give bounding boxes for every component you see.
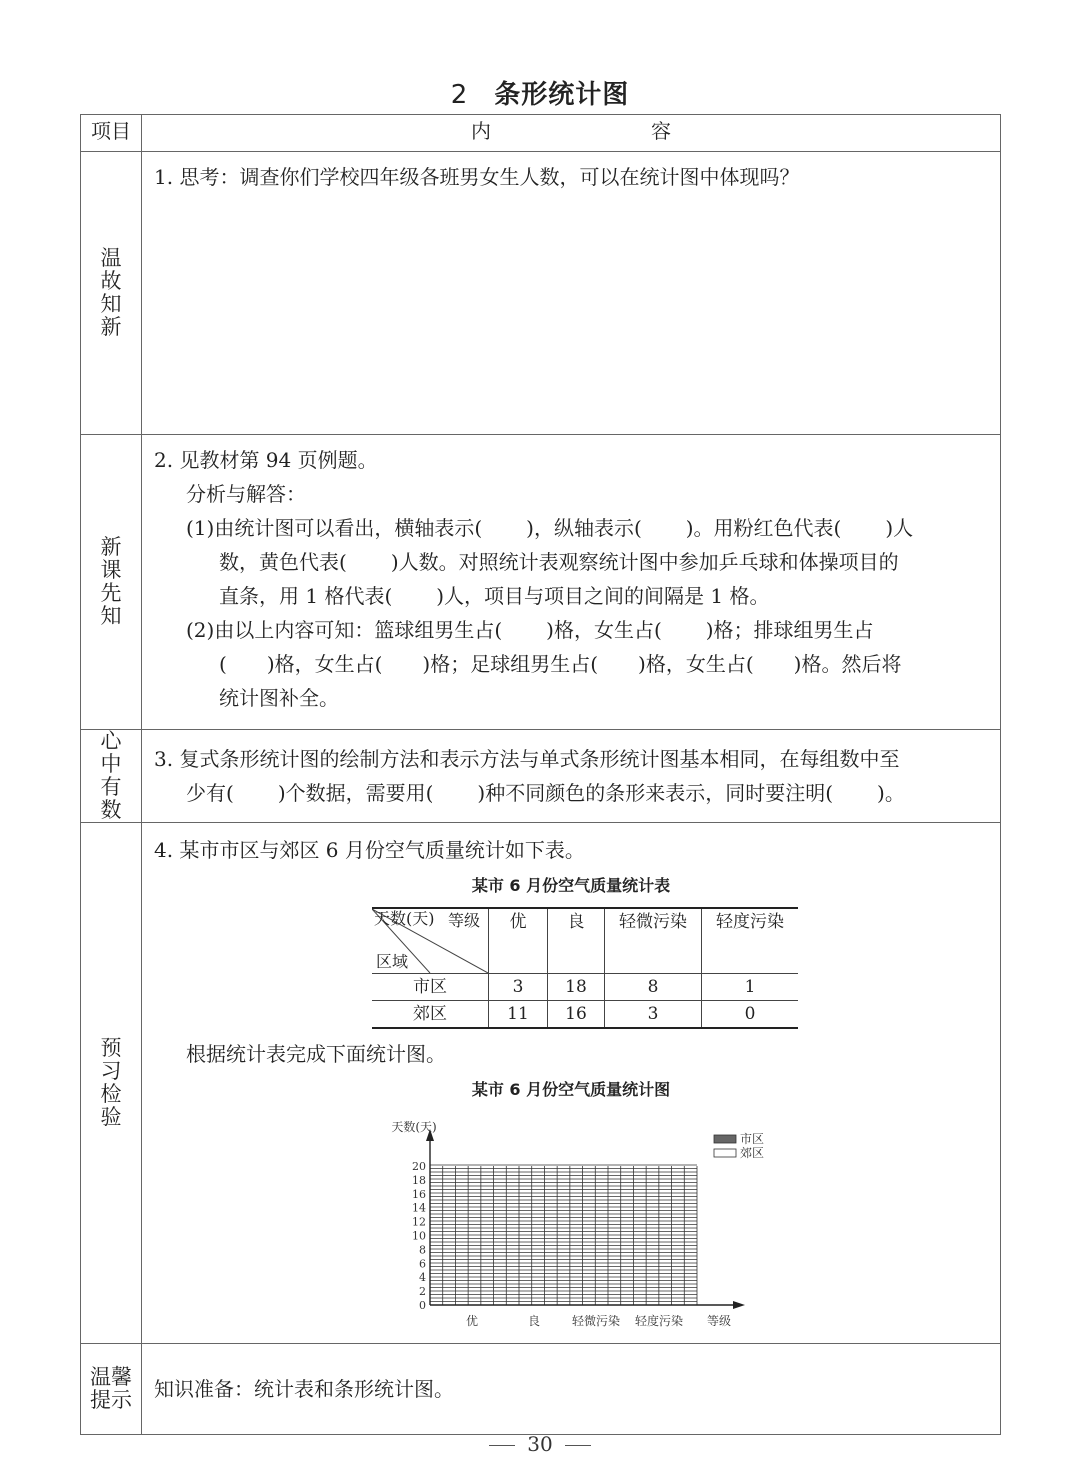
header-slight: 轻微污染 (605, 908, 702, 974)
mind-line2: 少有( )个数据，需要用( )种不同颜色的条形来表示，同时要注明( )。 (186, 781, 905, 805)
chart-title: 某市 6 月份空气质量统计图 (471, 1080, 671, 1099)
table-cell: 18 (548, 974, 605, 1001)
preview-p2: (2)由以上内容可知：篮球组男生占( )格，女生占( )格；排球组男生占 (186, 618, 874, 642)
item-header: 项目 (81, 115, 142, 152)
preview-line2: 分析与解答： (186, 482, 306, 506)
y-tick-label: 20 (412, 1160, 426, 1173)
preview-p1b: 数，黄色代表( )人数。对照统计表观察统计图中参加乒乓球和体操项目的 (219, 550, 899, 574)
row-area: 市区 (372, 974, 489, 1001)
preview-p2c: 统计图补全。 (219, 686, 339, 710)
air-table-title: 某市 6 月份空气质量统计表 (471, 876, 671, 895)
check-intro: 4. 某市市区与郊区 6 月份空气质量统计如下表。 (154, 838, 585, 862)
table-corner (372, 908, 489, 974)
mind-content (142, 730, 1001, 823)
tip-row (81, 1344, 1001, 1435)
table-cell: 0 (702, 1001, 799, 1029)
header-light: 轻度污染 (702, 908, 799, 974)
mind-row (81, 730, 1001, 823)
x-tick-label: 良 (527, 1314, 541, 1328)
mind-label: 心中有数 (81, 730, 142, 823)
x-tick-label: 轻微污染 (571, 1314, 621, 1328)
table-cell: 3 (605, 1001, 702, 1029)
table-cell: 16 (548, 1001, 605, 1029)
legend-swatch (714, 1135, 736, 1143)
y-axis-label: 天数(天) (391, 1120, 437, 1134)
y-tick-label: 18 (412, 1173, 426, 1187)
section-title: 条形统计图 (494, 80, 630, 110)
corner-days: 天数(天) (374, 909, 435, 928)
review-label: 温故知新 (81, 152, 142, 435)
check-row (81, 823, 1001, 1344)
air-quality-table (372, 907, 798, 1029)
review-content (142, 152, 1001, 435)
table-cell: 11 (489, 1001, 548, 1029)
legend-label: 市区 (740, 1132, 765, 1146)
preview-p1: (1)由统计图可以看出，横轴表示( )，纵轴表示( )。用粉红色代表( )人 (186, 516, 914, 540)
legend-label: 郊区 (740, 1146, 765, 1160)
y-tick-label: 0 (419, 1299, 426, 1312)
y-tick-label: 10 (412, 1229, 426, 1243)
review-row (81, 152, 1001, 435)
table-cell: 3 (489, 974, 548, 1001)
y-tick-label: 12 (412, 1215, 426, 1229)
preview-line1: 2. 见教材第 94 页例题。 (154, 448, 378, 472)
preview-content (142, 435, 1001, 730)
tip-label: 温馨提示 (81, 1344, 142, 1435)
header-excellent: 优 (489, 908, 548, 974)
x-axis-arrow (733, 1301, 745, 1309)
y-tick-label: 14 (412, 1201, 426, 1215)
header-good: 良 (548, 908, 605, 974)
study-sheet-table (80, 114, 1001, 1435)
y-tick-label: 2 (419, 1285, 426, 1299)
table-row (372, 1001, 798, 1029)
y-tick-label: 16 (412, 1187, 426, 1201)
check-label: 预习检验 (81, 823, 142, 1344)
preview-label: 新课先知 (81, 435, 142, 730)
y-tick-label: 6 (419, 1257, 426, 1271)
y-tick-label: 4 (419, 1271, 426, 1285)
table-cell: 1 (702, 974, 799, 1001)
check-instruction: 根据统计表完成下面统计图。 (186, 1042, 446, 1066)
page-title (0, 74, 1080, 111)
review-question: 1. 思考：调查你们学校四年级各班男女生人数，可以在统计图中体现吗？ (154, 165, 800, 189)
y-tick-label: 8 (419, 1243, 426, 1257)
corner-area: 区域 (376, 952, 409, 971)
table-row (372, 974, 798, 1001)
content-header: 内 容 (142, 115, 1001, 152)
section-number: 2 (450, 80, 469, 110)
page-number: 30 (0, 1432, 1080, 1456)
preview-p1c: 直条，用 1 格代表( )人，项目与项目之间的间隔是 1 格。 (219, 584, 770, 608)
legend-swatch (714, 1149, 736, 1157)
preview-p2b: ( )格，女生占( )格；足球组男生占( )格，女生占( )格。然后将 (219, 652, 902, 676)
x-tick-label: 轻度污染 (634, 1314, 684, 1328)
corner-grade: 等级 (447, 911, 480, 930)
table-cell: 8 (605, 974, 702, 1001)
air-quality-chart (154, 1111, 984, 1343)
tip-content (142, 1344, 1001, 1435)
mind-line1: 3. 复式条形统计图的绘制方法和表示方法与单式条形统计图基本相同，在每组数中至 (154, 747, 900, 771)
header-row (81, 115, 1001, 152)
tip-text: 知识准备：统计表和条形统计图。 (154, 1377, 454, 1401)
preview-row (81, 435, 1001, 730)
x-axis-label: 等级 (706, 1314, 732, 1328)
check-content (142, 823, 1001, 1344)
x-tick-label: 优 (465, 1314, 479, 1328)
row-area: 郊区 (372, 1001, 489, 1029)
